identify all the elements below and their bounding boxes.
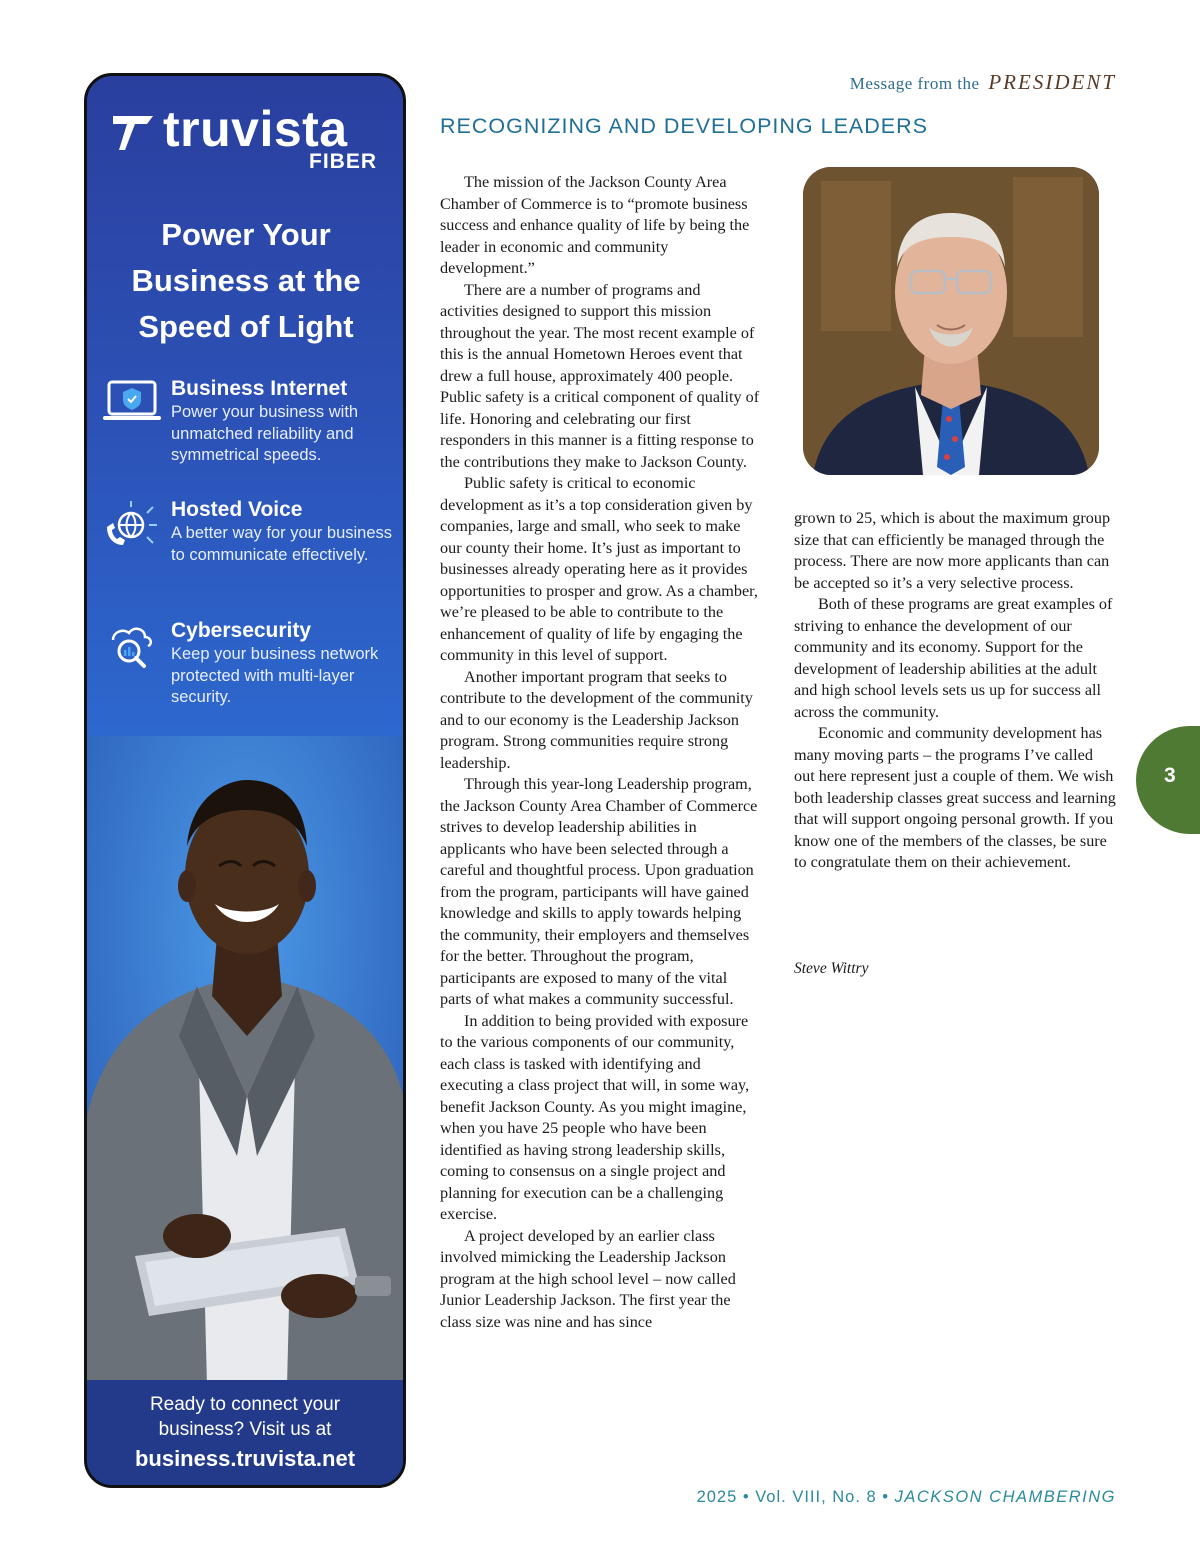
truvista-logo	[111, 101, 381, 176]
feature-desc: Power your business with unmatched reliability and symmetrical speeds.	[171, 403, 359, 464]
section-header	[850, 70, 1116, 95]
cloud-magnifier-icon	[103, 620, 161, 670]
paragraph: grown to 25, which is about the maximum group size that can efficiently be managed through the process. There are now more applicants than can be accepted so it’s a very selective process.	[794, 509, 1111, 592]
ad-businessman-photo	[87, 736, 403, 1386]
page-number: 3	[1164, 764, 1176, 787]
globe-phone-icon	[103, 499, 161, 549]
article-column-2	[794, 508, 1116, 874]
signature: Steve Wittry	[794, 960, 869, 977]
paragraph: Through this year-long Leadership program, the Jackson County Area Chamber of Commerce strives to develop leadership abilities in applicants who have been selected through a careful and thoughtful process. Upon graduation from the program, participants will have gained knowledge and skills to apply towards helping the community, their employers and themselves for the better. Throughout the program, participants are exposed to many of the vital parts of what makes a community successful.	[440, 775, 758, 1008]
president-portrait-photo	[803, 167, 1099, 475]
paragraph: There are a number of programs and activities designed to support this mission throughout the year. The most recent example of this is the annual Hometown Heroes event that drew a full house, approximately 400 people. Public safety is a critical component of quality of life. Honoring and celebrating our first responders in this manner is a fitting response to the contributions they make to Jackson County.	[440, 280, 760, 471]
feature-title: Cybersecurity	[171, 619, 312, 642]
truvista-ad[interactable]	[84, 73, 406, 1488]
ad-headline: Power Your Business at the Speed of Light	[131, 217, 361, 344]
paragraph: In addition to being provided with exposure to the various components of our community, each class is tasked with identifying and executing a class project that will, in some way, benefit Jackson County. As you might imagine, when you have 25 people who have been identified as having strong leadership skills, coming to consensus on a single project and planning for execution can be a challenging exercise.	[440, 1011, 750, 1223]
paragraph: Another important program that seeks to contribute to the development of the community and to our economy is the Leadership Jackson program. Strong communities require strong leadership.	[440, 667, 753, 772]
paragraph: The mission of the Jackson County Area Chamber of Commerce is to “promote business success and enhance quality of life by being the leader in economic and community development.”	[440, 173, 750, 277]
brand-wordmark: truvista	[163, 101, 348, 157]
article-column-1	[440, 172, 762, 1333]
feature-business-internet	[103, 376, 393, 476]
ad-footer[interactable]	[87, 1380, 403, 1485]
feature-desc: Keep your business network protected with multi-layer security.	[171, 645, 379, 706]
feature-hosted-voice	[103, 497, 393, 597]
paragraph: Public safety is critical to economic development as it’s a top consideration given by companies, large and small, who seek to make our county their home. It’s just as important to businesses already operating here as it provides opportunities to prosper and grow. As a chamber, we’re pleased to be able to contribute to the enhancement of quality of life by engaging the community in this level of support.	[440, 474, 758, 664]
page-number-tab	[1136, 726, 1200, 834]
issue-info: 2025 • Vol. VIII, No. 8 •	[696, 1488, 890, 1506]
ad-url-link[interactable]: business.truvista.net	[134, 1446, 356, 1471]
publication-name: JACKSON CHAMBERING	[894, 1488, 1116, 1506]
paragraph: Both of these programs are great examples of striving to enhance the development of our community and its economy. Support for the development of leadership abilities at the adult and high school levels sets us up for success all across the community.	[794, 595, 1113, 721]
truvista-mark-icon	[111, 110, 155, 154]
feature-cybersecurity	[103, 618, 393, 718]
paragraph: A project developed by an earlier class involved mimicking the Leadership Jackson program at the high school level – now called Junior Leadership Jackson. The first year the class size was nine and has since	[440, 1226, 736, 1331]
feature-desc: A better way for your business to communicate effectively.	[171, 524, 393, 564]
section-prefix: Message from the	[849, 74, 980, 93]
ad-cta: Ready to connect your business? Visit us at	[149, 1394, 341, 1440]
brand-sub: FIBER	[309, 150, 377, 173]
feature-title: Business Internet	[171, 377, 348, 400]
laptop-shield-icon	[103, 378, 161, 428]
page-footer	[697, 1488, 1116, 1507]
section-name: PRESIDENT	[988, 70, 1116, 94]
feature-title: Hosted Voice	[171, 498, 303, 521]
article-title: RECOGNIZING AND DEVELOPING LEADERS	[440, 114, 928, 138]
paragraph: Economic and community development has many moving parts – the programs I’ve called out here represent just a couple of them. We wish both leadership classes great success and learning that will support ongoing personal growth. If you know one of the members of the classes, be sure to congratulate them on their achievement.	[794, 724, 1116, 871]
